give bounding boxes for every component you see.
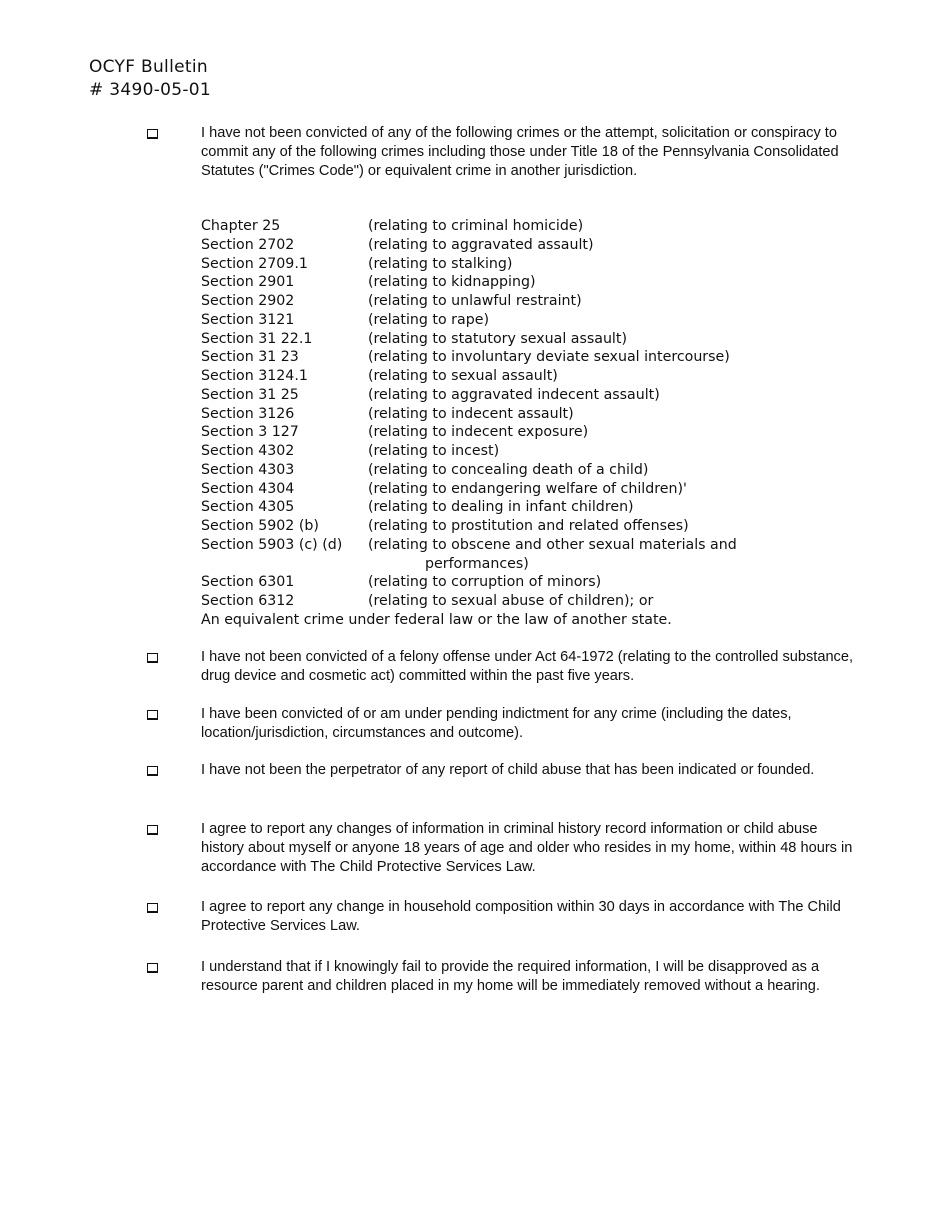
statement-text: I have not been convicted of a felony offense under Act 64-1972 (relating to the controlled substance, drug device and cosmetic act) committed within the past five years. [201,649,854,684]
crime-description: (relating to endangering welfare of children)' [368,480,687,497]
crime-row [201,255,737,274]
crime-row [201,405,737,424]
document-header [89,56,211,102]
crime-section: Section 6312 [201,593,295,609]
crime-description: (relating to kidnapping) [368,274,536,291]
crime-row [201,367,737,386]
crime-description-continuation: performances) [425,555,529,572]
crime-section: Section 31 23 [201,349,299,366]
checkbox[interactable] [147,710,158,720]
crime-section: Section 2902 [201,293,295,309]
statement-text: I have not been the perpetrator of any report of child abuse that has been indicated or founded. [201,762,815,778]
checkbox[interactable] [147,963,158,973]
crime-row [201,348,737,367]
crime-row [201,592,737,611]
statement-text: I have been convicted of or am under pending indictment for any crime (including the dates, location/jurisdiction, circumstances and outcome). [201,706,792,741]
bulletin-title: OCYF Bulletin [89,57,208,77]
crime-description: (relating to aggravated indecent assault) [368,386,660,403]
checkbox[interactable] [147,653,158,663]
crime-row [201,536,737,555]
crime-section: Section 4304 [201,480,295,497]
crime-description: (relating to involuntary deviate sexual intercourse) [368,349,730,366]
crime-description: (relating to aggravated assault) [368,236,594,253]
crime-row [201,311,737,330]
crime-description: (relating to dealing in infant children) [368,499,634,516]
crimes-list [201,217,737,630]
crime-row [201,330,737,349]
crime-section: Section 31 22.1 [201,330,313,347]
crime-section: Section 4303 [201,461,295,478]
crime-row [201,461,737,480]
crime-section: Section 2709.1 [201,255,308,272]
crime-row [201,573,737,592]
crime-section: Section 31 25 [201,386,299,403]
crime-row [201,217,737,236]
crime-section: Chapter 25 [201,218,281,234]
crime-section: Section 5902 (b) [201,518,319,534]
crime-row [201,480,737,499]
crime-row [201,273,737,292]
bulletin-number: # 3490-05-01 [89,80,212,100]
crime-section: Section 4305 [201,499,295,516]
checkbox[interactable] [147,129,158,139]
crime-section: Section 6301 [201,574,295,591]
crime-description: (relating to rape) [368,311,489,328]
crime-row [201,423,737,442]
crime-description: (relating to obscene and other sexual materials and [368,536,737,553]
checkbox[interactable] [147,903,158,913]
crime-description: (relating to indecent assault) [368,405,574,422]
crime-description: (relating to sexual abuse of children); or [368,593,654,609]
statement-text: I agree to report any changes of information in criminal history record information or child abuse history about myself or anyone 18 years of age and older who resides in my home, within 48 hours in accordance with The Child Protective Services Law. [201,821,853,875]
crime-row [201,498,737,517]
crime-description: (relating to indecent exposure) [368,424,589,441]
crime-row [201,236,737,255]
crime-section: Section 2702 [201,236,295,253]
equivalent-crime-note: An equivalent crime under federal law or the law of another state. [201,611,672,628]
crime-description: (relating to incest) [368,443,500,459]
checkbox[interactable] [147,766,158,776]
crime-description: (relating to criminal homicide) [368,218,584,234]
crime-description: (relating to prostitution and related offenses) [368,518,689,534]
crime-section: Section 3124.1 [201,368,308,384]
crime-section: Section 4302 [201,443,295,459]
crime-description: (relating to stalking) [368,255,513,272]
crime-description: (relating to statutory sexual assault) [368,330,627,347]
checkbox[interactable] [147,825,158,835]
crime-section: Section 5903 (c) (d) [201,536,343,553]
crime-row [201,442,737,461]
statement-text: I have not been convicted of any of the following crimes or the attempt, solicitation or conspiracy to commit any of the following crimes including those under Title 18 of the Pennsylvania Consolidated Statutes ("Crimes Code") or equivalent crime in another jurisdiction. [201,125,839,179]
crime-section: Section 3121 [201,311,295,328]
crime-description: (relating to unlawful restraint) [368,293,582,309]
crime-section: Section 3 127 [201,424,299,441]
crime-section: Section 2901 [201,274,295,291]
crime-row [201,517,737,536]
statement-text: I agree to report any change in household composition within 30 days in accordance with The Child Protective Services Law. [201,899,841,934]
statement-text: I understand that if I knowingly fail to provide the required information, I will be disapproved as a resource parent and children placed in my home will be immediately removed without a hearing. [201,959,820,994]
crime-row [201,386,737,405]
crime-row [201,292,737,311]
crime-description: (relating to sexual assault) [368,368,558,384]
crime-description: (relating to concealing death of a child) [368,461,649,478]
crime-description: (relating to corruption of minors) [368,574,602,591]
crime-section: Section 3126 [201,405,295,422]
